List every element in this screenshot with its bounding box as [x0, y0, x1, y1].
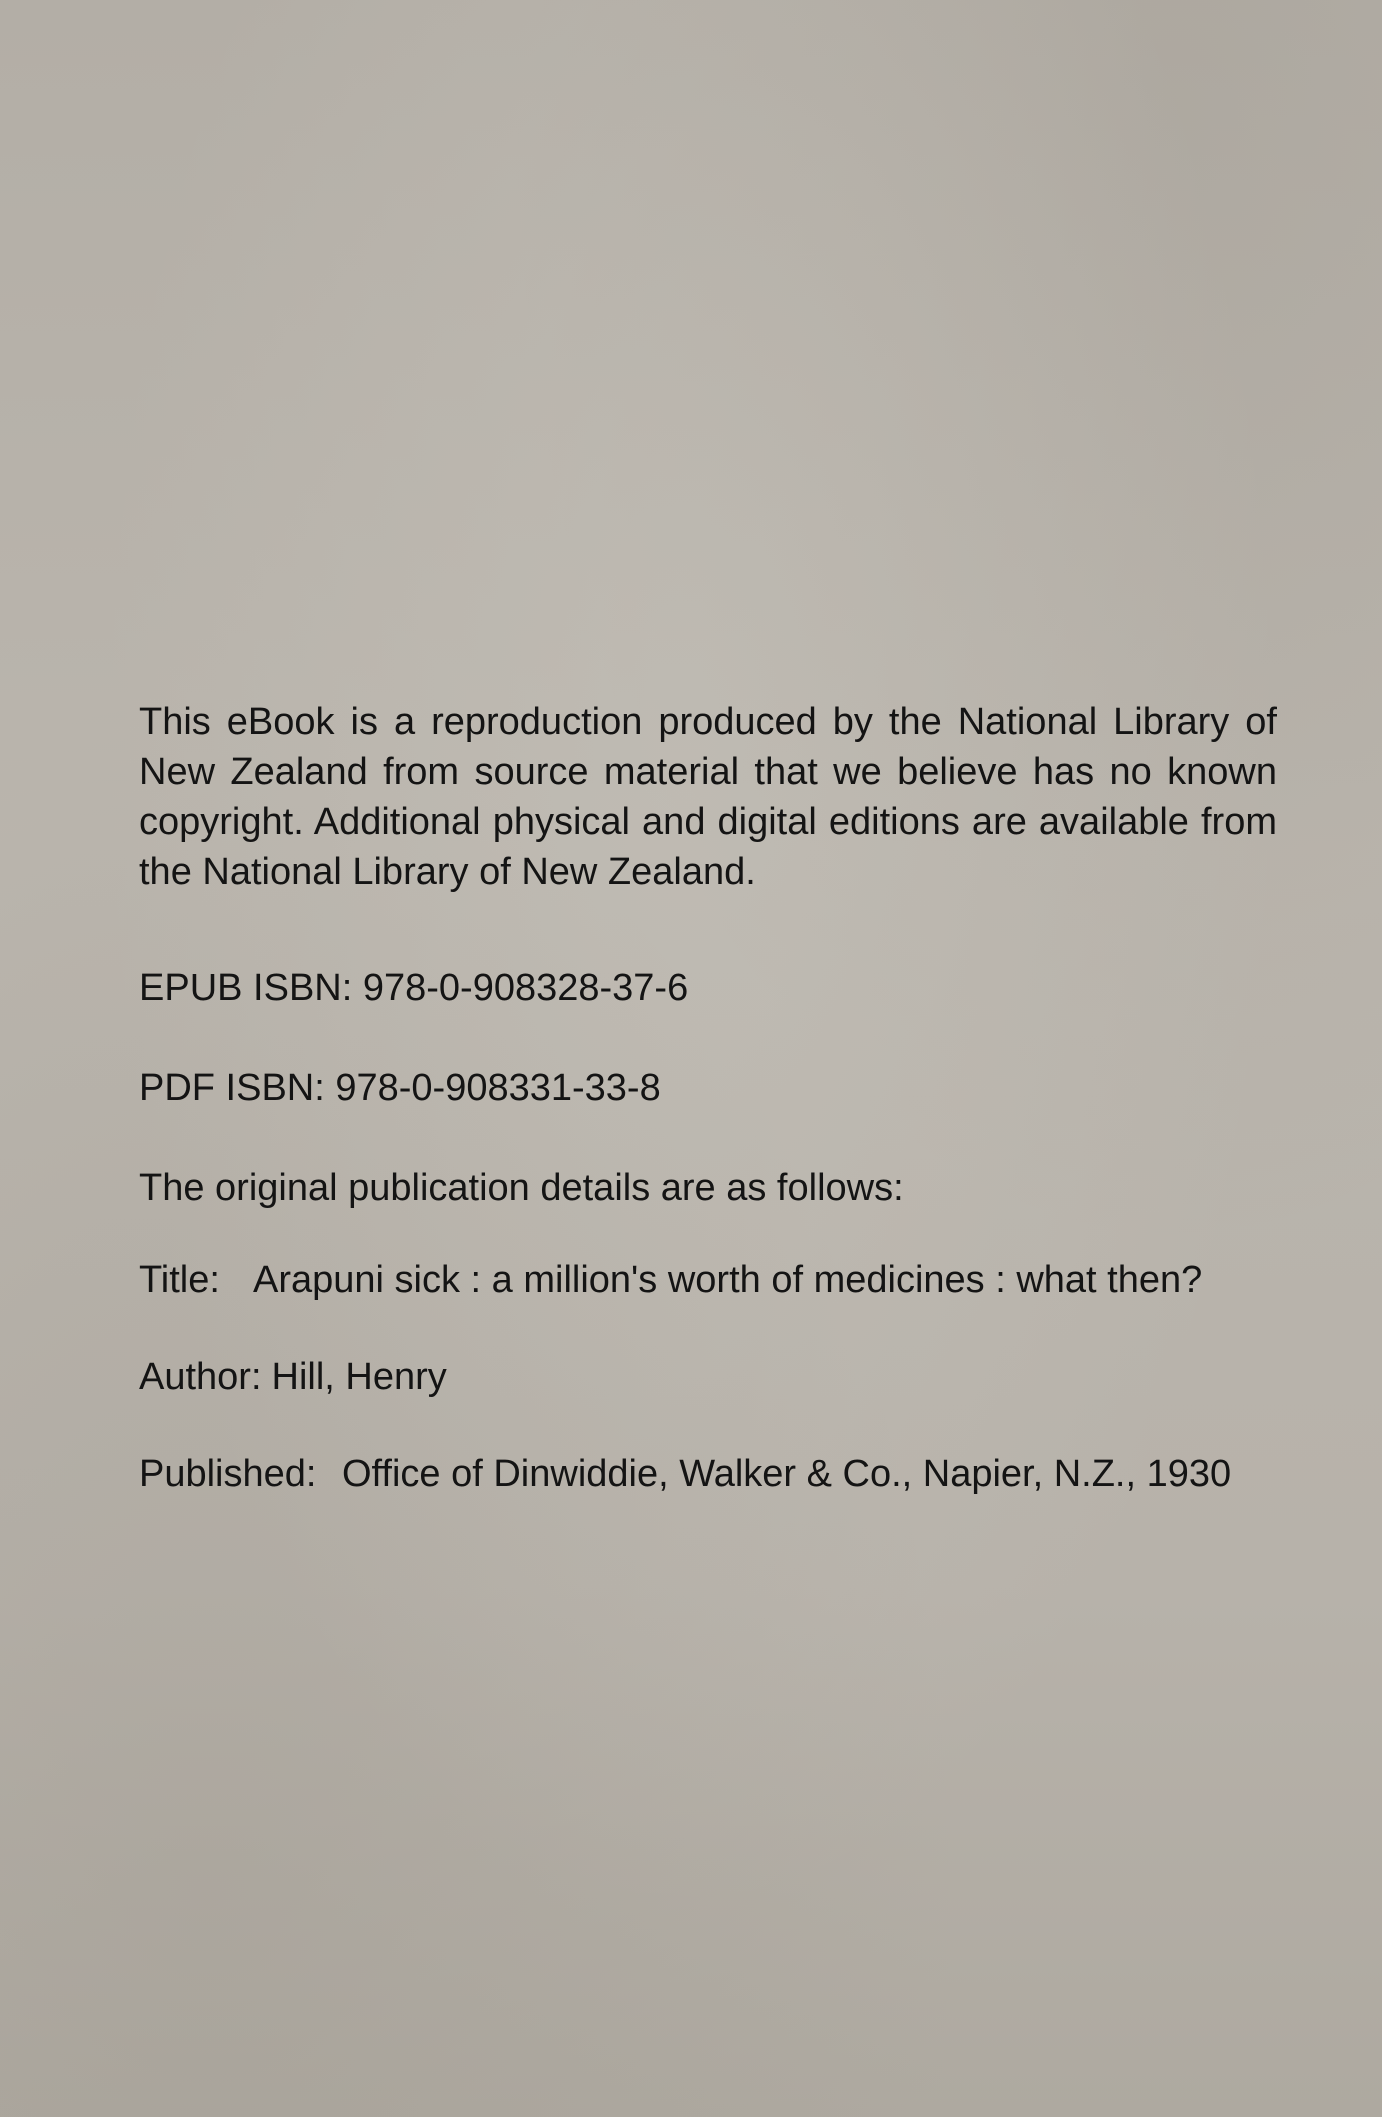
published-field — [139, 1449, 1251, 1499]
copyright-notice: This eBook is a reproduction produced by the National Library of New Zealand from source material that we believe has no known copyright. Additional physical and digital editions are available from the National Library of New Zealand. — [139, 701, 1277, 893]
title-field — [139, 1255, 1251, 1305]
epub-isbn: EPUB ISBN: 978-0-908328-37-6 — [139, 967, 689, 1009]
author-label: Author: — [139, 1356, 262, 1398]
author-field — [139, 1352, 1277, 1402]
published-value: Office of Dinwiddie, Walker & Co., Napier, N.Z., 1930 — [342, 1453, 1232, 1495]
published-label: Published: — [139, 1453, 317, 1495]
publication-details-intro: The original publication details are as follows: — [139, 1167, 904, 1209]
pdf-isbn: PDF ISBN: 978-0-908331-33-8 — [139, 1067, 661, 1109]
author-value: Hill, Henry — [271, 1356, 447, 1398]
imprint-content — [139, 697, 1277, 1499]
title-label: Title: — [139, 1259, 220, 1301]
title-value: Arapuni sick : a million's worth of medicines : what then? — [253, 1259, 1203, 1301]
